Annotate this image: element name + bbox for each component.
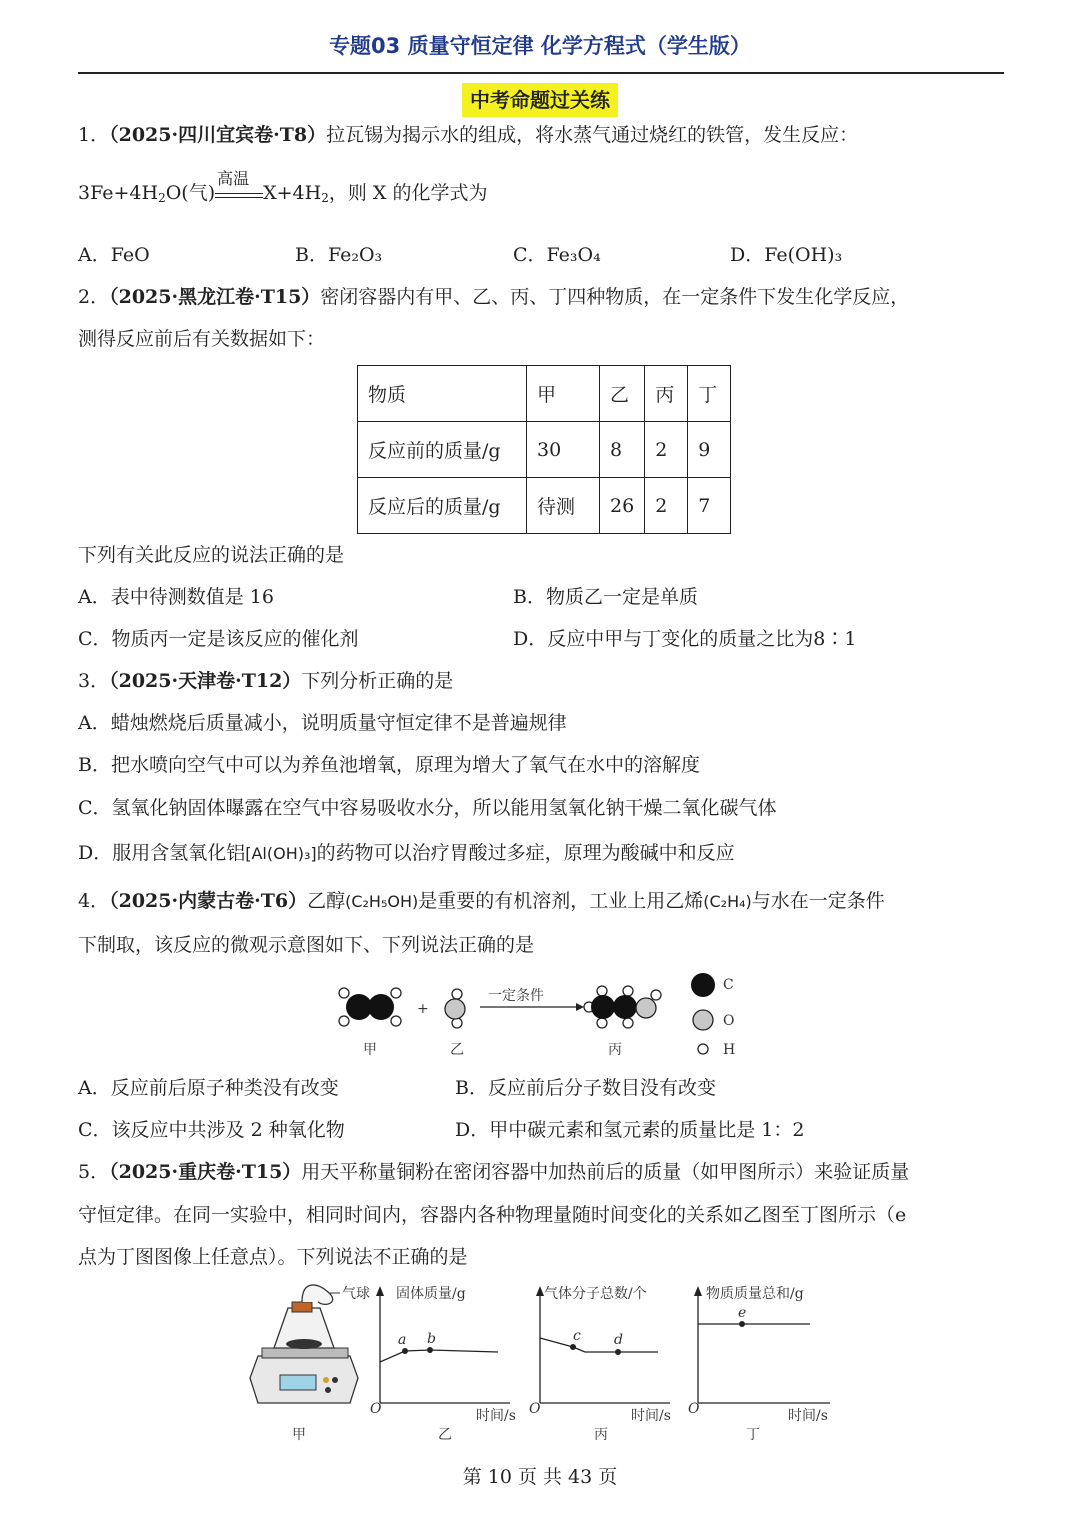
label-point-c: c [573, 1328, 581, 1344]
q1-eq-left: 3Fe+4H [78, 182, 159, 204]
table-cell: 丙 [645, 366, 688, 422]
q1-line [78, 120, 858, 147]
arrow-label: 一定条件 [488, 988, 544, 1004]
table-cell: 物质 [358, 366, 527, 422]
table-cell: 甲 [527, 366, 600, 422]
q3-num: 3． [78, 670, 110, 692]
legend-c: C [723, 977, 734, 993]
q2-option-a[interactable]: A．表中待测数值是 16 [78, 586, 274, 608]
q2-option-c[interactable]: C．物质丙一定是该反应的催化剂 [78, 628, 359, 650]
q3-optd-pre: D．服用含氢氧化铝 [78, 842, 246, 864]
q4-stem2: 下制取，该反应的微观示意图如下、下列说法正确的是 [78, 934, 535, 956]
q4-stem1b: 是重要的有机溶剂，工业上用乙烯 [418, 890, 704, 912]
caption-ding: 丁 [746, 1427, 760, 1443]
q4-option-a[interactable]: A．反应前后原子种类没有改变 [78, 1077, 339, 1099]
graph-yi [376, 1286, 510, 1403]
point-a [402, 1348, 408, 1354]
q2-source: （2025·黑龙江卷·T15） [109, 286, 321, 308]
q1-stem: 拉瓦锡为揭示水的组成，将水蒸气通过烧红的铁管，发生反应： [326, 124, 859, 146]
q3-option-a[interactable]: A．蜡烛燃烧后质量减小，说明质量守恒定律不是普遍规律 [78, 712, 567, 734]
q1-option-b[interactable]: B．Fe₂O₃ [295, 244, 383, 266]
table-cell: 7 [688, 478, 731, 534]
legend-o: O [723, 1013, 735, 1029]
q2-num: 2． [78, 286, 110, 308]
q1-eq-mid: O(气) [165, 182, 216, 204]
graph-bing [536, 1286, 670, 1403]
q1-option-c[interactable]: C．Fe₃O₄ [513, 244, 601, 266]
legend-carbon-swatch [691, 973, 715, 997]
legend-h: H [723, 1042, 736, 1058]
point-d [615, 1349, 621, 1355]
legend-hydrogen-swatch [698, 1044, 708, 1054]
q1-eq-tail: ，则 X 的化学式为 [328, 182, 488, 204]
table-cell: 8 [600, 422, 645, 478]
header-rule [78, 72, 1004, 74]
table-row [358, 366, 731, 422]
q2-prompt: 下列有关此反应的说法正确的是 [78, 544, 345, 566]
q3-source: （2025·天津卷·T12） [109, 670, 302, 692]
graph-yi-origin: O [370, 1401, 382, 1417]
table-cell: 26 [600, 478, 645, 534]
graph-yi-xlabel: 时间/s [476, 1408, 516, 1424]
q1-eq-sub2: 2 [321, 191, 329, 205]
q4-option-b[interactable]: B．反应前后分子数目没有改变 [455, 1077, 716, 1099]
table-row [358, 422, 731, 478]
q5-stem3: 点为丁图图像上任意点）。下列说法不正确的是 [78, 1246, 468, 1268]
q1-source: （2025·四川宜宾卷·T8） [109, 124, 327, 146]
q1-eq-sub1: 2 [158, 191, 166, 205]
graph-ding-xlabel: 时间/s [788, 1408, 828, 1424]
q1-eq-arrow [215, 169, 263, 204]
q4-stem1c: 与水在一定条件 [751, 890, 885, 912]
q2-stem1: 密闭容器内有甲、乙、丙、丁四种物质，在一定条件下发生化学反应， [320, 286, 910, 308]
label-point-e: e [738, 1305, 747, 1321]
q2-line1 [78, 282, 909, 309]
q1-option-a[interactable]: A．FeO [78, 244, 150, 266]
q4-stem1a: 乙醇 [307, 890, 346, 912]
q3-option-c[interactable]: C．氢氧化钠固体曝露在空气中容易吸收水分，所以能用氢氧化钠干燥二氧化碳气体 [78, 797, 777, 819]
table-cell: 反应后的质量/g [358, 478, 527, 534]
q3-option-b[interactable]: B．把水喷向空气中可以为养鱼池增氧，原理为增大了氧气在水中的溶解度 [78, 754, 700, 776]
table-cell: 丁 [688, 366, 731, 422]
q2-stem2: 测得反应前后有关数据如下： [78, 328, 326, 350]
graph-yi-ylabel: 固体质量/g [396, 1286, 466, 1302]
label-point-b: b [427, 1331, 436, 1347]
table-row [358, 478, 731, 534]
q2-option-b[interactable]: B．物质乙一定是单质 [513, 586, 698, 608]
q1-eq-right: X+4H [263, 182, 322, 204]
caption-bing: 丙 [594, 1427, 608, 1443]
table-cell: 2 [645, 422, 688, 478]
q5-stem2: 守恒定律。在同一实验中，相同时间内，容器内各种物理量随时间变化的关系如乙图至丁图所示（e [78, 1204, 907, 1226]
table-cell: 9 [688, 422, 731, 478]
q3-optd-post: 的药物可以治疗胃酸过多症，原理为酸碱中和反应 [316, 842, 735, 864]
graph-bing-ylabel: 气体分子总数/个 [544, 1286, 647, 1302]
q2-data-table [357, 365, 731, 534]
q5-stem1: 用天平称量铜粉在密闭容器中加热前后的质量（如甲图所示）来验证质量 [301, 1161, 910, 1183]
table-cell: 乙 [600, 366, 645, 422]
section-banner: 中考命题过关练 [462, 83, 618, 117]
graph-bing-xlabel: 时间/s [631, 1408, 671, 1424]
balance-apparatus [250, 1285, 358, 1403]
q4-micro-diagram [330, 965, 760, 1065]
q3-option-d[interactable] [78, 838, 735, 865]
label-jia: 甲 [363, 1042, 377, 1058]
q4-option-d[interactable]: D．甲中碳元素和氢元素的质量比是 1：2 [455, 1119, 805, 1141]
page-header: 专题03 质量守恒定律 化学方程式（学生版） [329, 34, 751, 58]
q5-source: （2025·重庆卷·T15） [109, 1161, 302, 1183]
graph-ding-origin: O [688, 1401, 700, 1417]
label-point-d: d [614, 1332, 623, 1348]
label-bing: 丙 [608, 1042, 622, 1058]
q4-formula-ethylene: (C₂H₄) [703, 892, 752, 911]
table-cell: 待测 [527, 478, 600, 534]
point-e [739, 1321, 745, 1327]
q3-line [78, 666, 453, 693]
label-point-a: a [398, 1332, 407, 1348]
q1-eq-condition: 高温 [217, 169, 250, 188]
graph-ding-ylabel: 物质质量总和/g [706, 1286, 804, 1302]
q4-line1 [78, 886, 885, 913]
curve-gas-molecules [540, 1338, 658, 1352]
q1-eq-bar [215, 193, 263, 198]
q1-option-d[interactable]: D．Fe(OH)₃ [730, 244, 843, 266]
graph-bing-origin: O [529, 1401, 541, 1417]
point-b [427, 1347, 433, 1353]
q3-optd-formula: [Al(OH)₃] [245, 844, 317, 863]
page-number: 第 10 页 共 43 页 [462, 1466, 618, 1488]
q1-equation [78, 169, 488, 205]
q4-formula-ethanol: (C₂H₅OH) [345, 892, 419, 911]
q5-num: 5． [78, 1161, 110, 1183]
legend-oxygen-swatch [693, 1010, 713, 1030]
q4-option-c[interactable]: C．该反应中共涉及 2 种氧化物 [78, 1119, 345, 1141]
q4-source: （2025·内蒙古卷·T6） [109, 890, 308, 912]
table-cell: 2 [645, 478, 688, 534]
balloon-label: 气球 [342, 1286, 370, 1302]
caption-yi: 乙 [438, 1427, 452, 1443]
q5-line1 [78, 1157, 909, 1184]
table-cell: 30 [527, 422, 600, 478]
table-cell: 反应前的质量/g [358, 422, 527, 478]
q4-num: 4． [78, 890, 110, 912]
q5-figure [240, 1278, 840, 1450]
q2-option-d[interactable]: D．反应中甲与丁变化的质量之比为8∶1 [513, 628, 857, 650]
q1-num: 1． [78, 124, 110, 146]
molecule-jia [339, 988, 401, 1026]
diagram-plus: + [417, 1001, 429, 1017]
curve-solid-mass [380, 1350, 498, 1362]
molecule-yi [445, 989, 465, 1028]
molecule-bing [584, 986, 661, 1028]
arrow-head [576, 1003, 584, 1011]
label-yi: 乙 [450, 1042, 464, 1058]
point-c [570, 1344, 576, 1350]
graph-ding [694, 1286, 830, 1403]
caption-jia: 甲 [292, 1427, 306, 1443]
q3-stem: 下列分析正确的是 [301, 670, 454, 692]
